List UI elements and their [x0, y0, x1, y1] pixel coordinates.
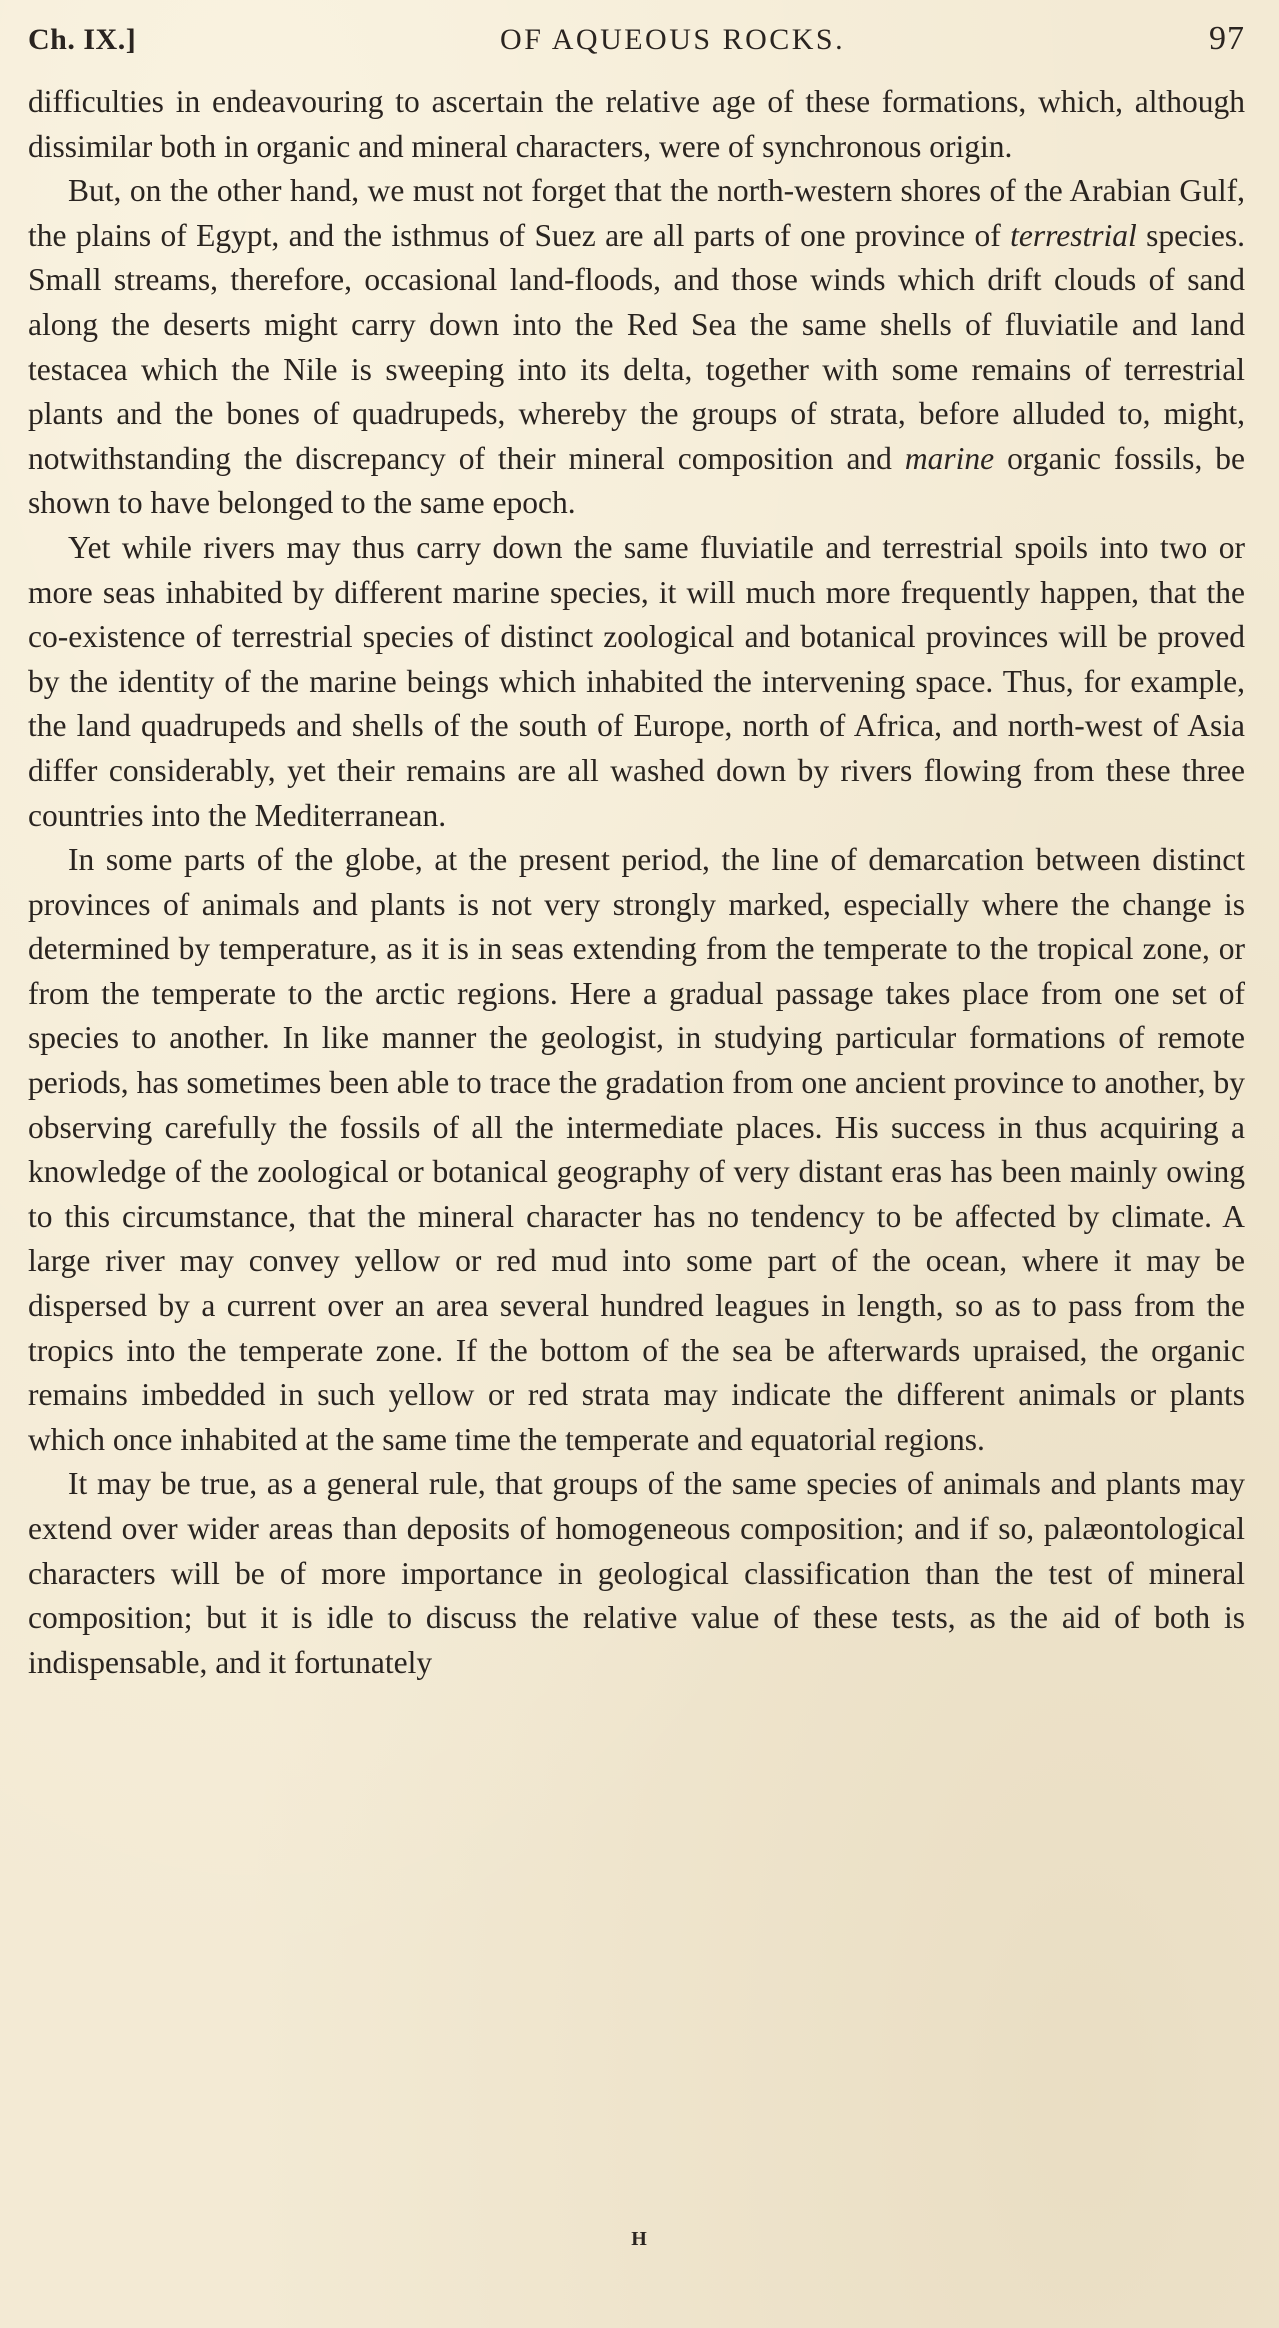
- body-text: [28, 80, 1245, 1685]
- running-title: OF AQUEOUS ROCKS.: [500, 23, 846, 56]
- paragraph: [28, 526, 1245, 838]
- paragraph: [28, 80, 1245, 169]
- signature-mark: H: [631, 2228, 648, 2250]
- paragraph-text: Yet while rivers may thus carry down the same fluviatile and terrestrial spoils into two or more seas inhabited by different marine species, it will much more frequently happen, that the co-existence of terrestrial species of distinct zoological and botanical provinces will be proved by the identity of the marine beings which inhabited the intervening space. Thus, for example, the land quadrupeds and shells of the south of Europe, north of Africa, and north-west of Asia differ considerably, yet their remains are all washed down by rivers flowing from these three countries into the Mediterranean.: [28, 529, 1245, 833]
- page-number: 97: [1208, 20, 1245, 57]
- running-head: [28, 20, 1245, 74]
- paragraph: [28, 169, 1245, 526]
- paragraph-text: organic fossils, be shown to have belonged to the same epoch.: [28, 440, 1245, 521]
- paragraph: [28, 838, 1245, 1462]
- paragraph-text: species. Small streams, therefore, occasional land-floods, and those winds which drift clouds of sand along the deserts might carry down into the Red Sea the same shells of fluviatile and land testacea which the Nile is sweeping into its delta, together with some remains of terrestrial plants and the bones of quadrupeds, whereby the groups of strata, before alluded to, might, notwithstanding the discrepancy of their mineral composition and: [28, 217, 1245, 476]
- paragraph-text: But, on the other hand, we must not forget that the north-western shores of the Arabian Gulf, the plains of Egypt, and the isthmus of Suez are all parts of one province of: [28, 173, 1245, 253]
- chapter-label: Ch. IX.]: [28, 23, 137, 56]
- paragraph-text: It may be true, as a general rule, that groups of the same species of animals and plants may extend over wider areas than deposits of homogeneous composition; and if so, palæontological characters will be of more importance in geological classification than the test of mineral composition; but it is idle to discuss the relative value of these tests, as the aid of both is indispensable, and it fortunately: [28, 1466, 1245, 1680]
- paragraph-text: difficulties in endeavouring to ascertain the relative age of these formations, which, although dissimilar both in organic and mineral characters, were of synchronous origin.: [28, 84, 1245, 164]
- paragraph: [28, 1462, 1245, 1685]
- emphasis-text: marine: [904, 440, 995, 476]
- paragraph-text: In some parts of the globe, at the present period, the line of demarcation between distinct provinces of animals and plants is not very strongly marked, especially where the change is determined by temperature, as it is in seas extending from the temperate to the tropical zone, or from the temperate to the arctic regions. Here a gradual passage takes place from one set of species to another. In like manner the geologist, in studying particular formations of remote periods, has sometimes been able to trace the gradation from one ancient province to another, by observing carefully the fossils of all the intermediate places. His success in thus acquiring a knowledge of the zoological or botanical geography of very distant eras has been mainly owing to this circumstance, that the mineral character has no tendency to be affected by climate. A large river may convey yellow or red mud into some part of the ocean, where it may be dispersed by a current over an area several hundred leagues in length, so as to pass from the tropics into the temperate zone. If the bottom of the sea be afterwards upraised, the organic remains imbedded in such yellow or red strata may indicate the different animals or plants which once inhabited at the same time the temperate and equatorial regions.: [28, 842, 1245, 1457]
- emphasis-text: terrestrial: [1010, 217, 1137, 253]
